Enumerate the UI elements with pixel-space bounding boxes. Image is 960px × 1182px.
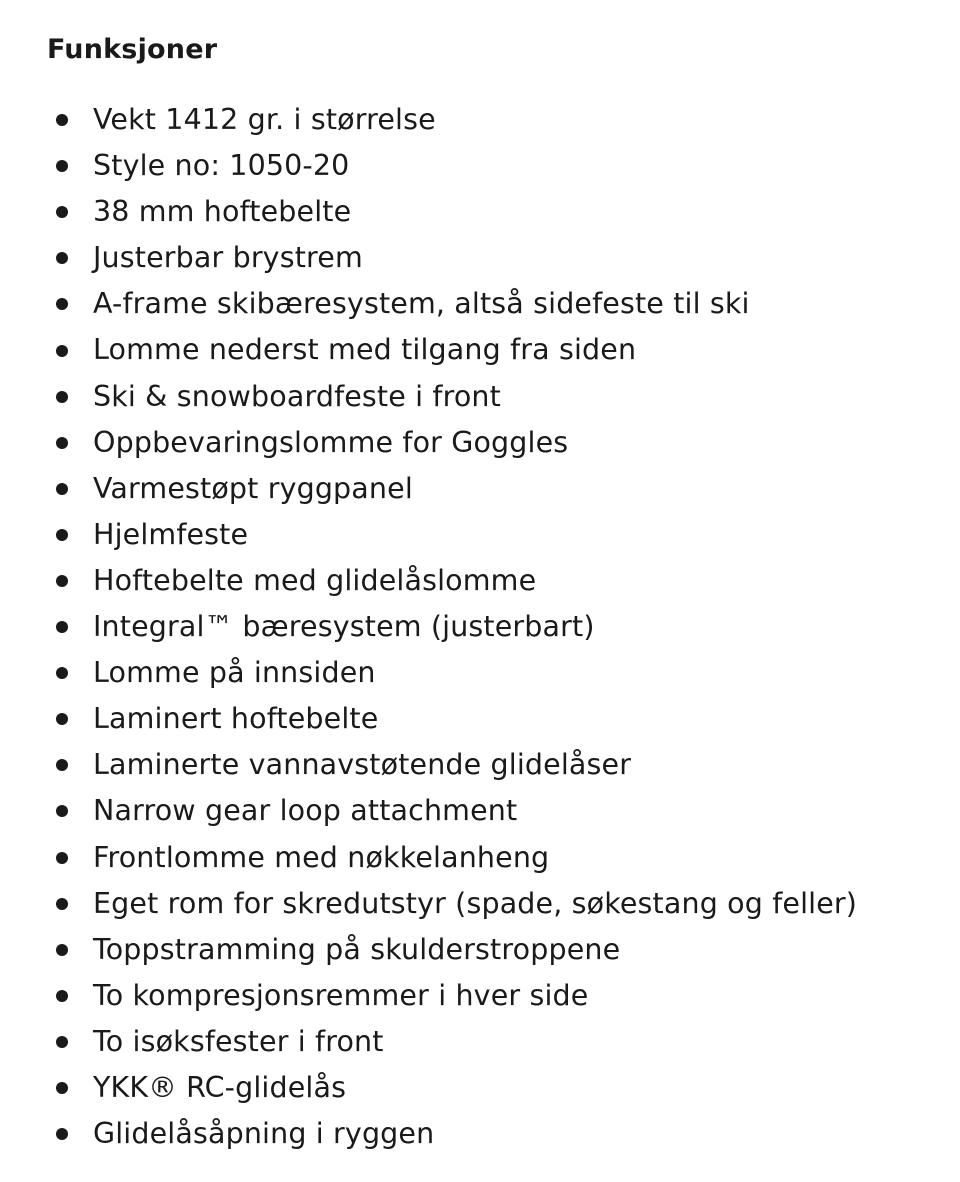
feature-text: Ski & snowboardfeste i front <box>93 379 501 413</box>
feature-text: Hoftebelte med glidelåslomme <box>93 563 537 597</box>
feature-item <box>0 650 960 696</box>
feature-item <box>0 420 960 466</box>
feature-text: Vekt 1412 gr. i størrelse <box>93 103 436 136</box>
bullet-icon <box>56 575 68 587</box>
bullet-icon <box>56 898 68 910</box>
bullet-icon <box>56 805 68 817</box>
feature-item <box>0 1065 960 1111</box>
feature-item <box>0 1111 960 1157</box>
bullet-icon <box>56 944 68 956</box>
bullet-icon <box>56 1128 68 1140</box>
feature-item <box>0 189 960 235</box>
feature-list <box>0 97 960 1157</box>
bullet-icon <box>56 621 68 633</box>
bullet-icon <box>56 252 68 264</box>
feature-text: A-frame skibæresystem, altså sidefeste til ski <box>93 287 750 321</box>
bullet-icon <box>56 206 68 218</box>
feature-text: Lomme på innsiden <box>93 656 376 690</box>
feature-text: To isøksfester i front <box>93 1024 384 1058</box>
feature-item <box>0 558 960 604</box>
feature-text: Hjelmfeste <box>93 517 249 551</box>
feature-item <box>0 742 960 788</box>
bullet-icon <box>56 160 68 172</box>
feature-item <box>0 235 960 281</box>
feature-item <box>0 281 960 327</box>
bullet-icon <box>56 1036 68 1048</box>
feature-text: Oppbevaringslomme for Goggles <box>93 425 569 459</box>
bullet-icon <box>56 529 68 541</box>
feature-item <box>0 1019 960 1065</box>
bullet-icon <box>56 298 68 310</box>
feature-item <box>0 374 960 420</box>
feature-text: 38 mm hoftebelte <box>93 195 352 229</box>
feature-item <box>0 604 960 650</box>
bullet-icon <box>56 483 68 495</box>
section-title: Funksjoner <box>47 34 218 65</box>
bullet-icon <box>56 1082 68 1094</box>
bullet-icon <box>56 759 68 771</box>
feature-item <box>0 327 960 373</box>
feature-text: Eget rom for skredutstyr (spade, søkestang og feller) <box>93 886 858 920</box>
feature-item <box>0 881 960 927</box>
feature-item <box>0 512 960 558</box>
bullet-icon <box>56 852 68 864</box>
bullet-icon <box>56 391 68 403</box>
feature-item <box>0 973 960 1019</box>
feature-text: Laminerte vannavstøtende glidelåser <box>93 748 632 782</box>
feature-text: Frontlomme med nøkkelanheng <box>93 840 550 874</box>
feature-text: YKK® RC-glidelås <box>93 1070 347 1104</box>
bullet-icon <box>56 713 68 725</box>
feature-item <box>0 97 960 143</box>
bullet-icon <box>56 345 68 357</box>
feature-item <box>0 696 960 742</box>
bullet-icon <box>56 990 68 1002</box>
feature-item <box>0 143 960 189</box>
feature-text: Toppstramming på skulderstroppene <box>93 932 621 966</box>
feature-text: Style no: 1050-20 <box>93 149 350 183</box>
feature-text: To kompresjonsremmer i hver side <box>93 978 589 1012</box>
bullet-icon <box>56 114 68 126</box>
bullet-icon <box>56 437 68 449</box>
feature-item <box>0 466 960 512</box>
feature-text: Narrow gear loop attachment <box>93 794 518 828</box>
bullet-icon <box>56 667 68 679</box>
feature-item <box>0 835 960 881</box>
feature-text: Integral™ bæresystem (justerbart) <box>93 610 595 644</box>
feature-text: Justerbar brystrem <box>93 241 363 275</box>
feature-item <box>0 927 960 973</box>
feature-item <box>0 788 960 834</box>
feature-text: Varmestøpt ryggpanel <box>93 471 413 505</box>
feature-text: Lomme nederst med tilgang fra siden <box>93 333 637 367</box>
feature-text: Laminert hoftebelte <box>93 702 379 736</box>
feature-text: Glidelåsåpning i ryggen <box>93 1117 435 1151</box>
